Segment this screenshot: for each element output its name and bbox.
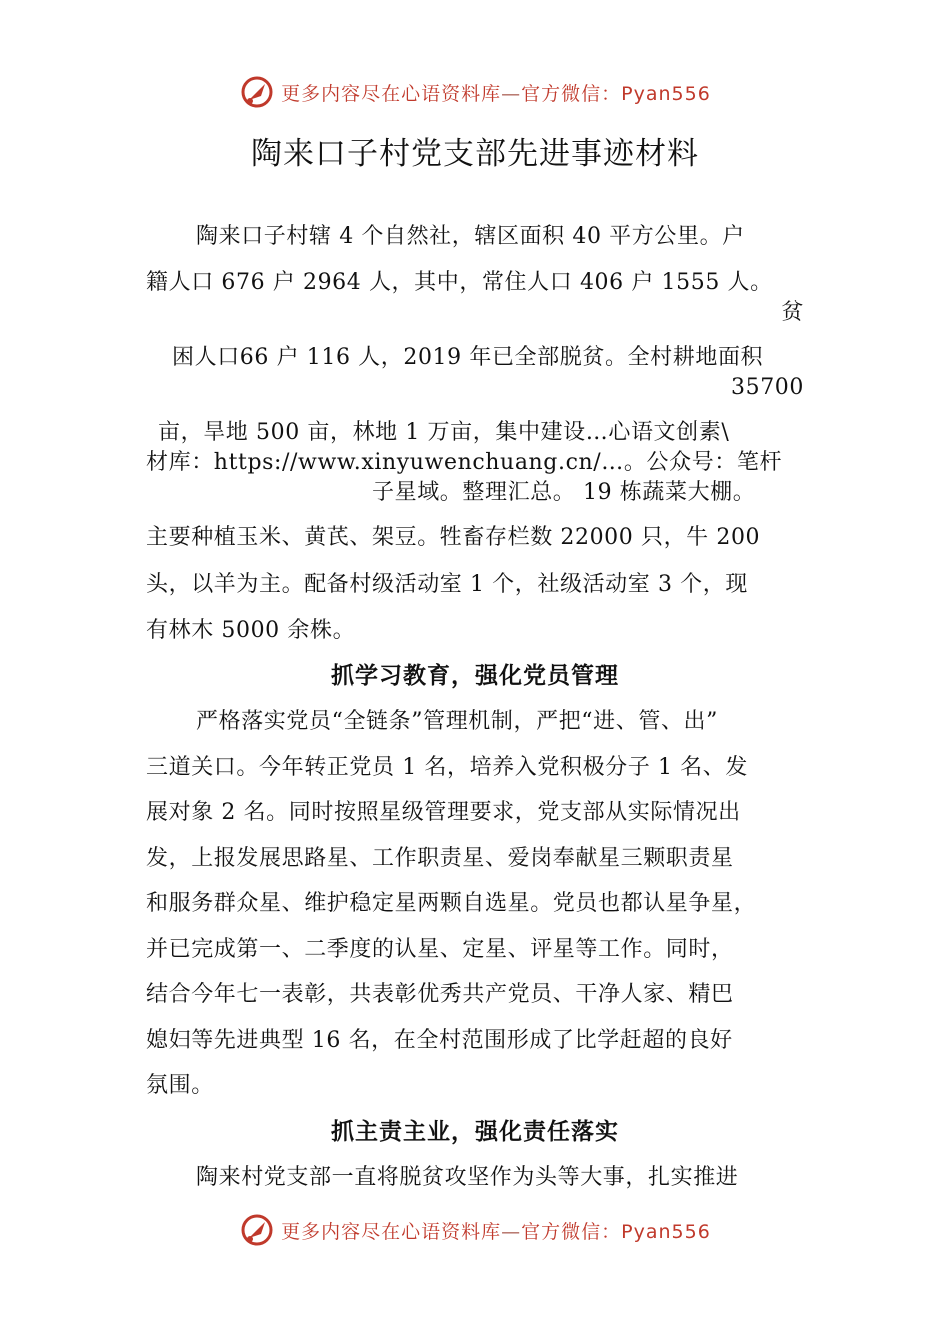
paragraph-line: 和服务群众星、维护稳定星两颗自选星。党员也都认星争星，: [146, 891, 757, 916]
paragraph-line: 严格落实党员“全链条”管理机制，严把“进、管、出”: [196, 709, 718, 734]
section-heading: 抓主责主业，强化责任落实: [331, 1119, 619, 1145]
paragraph-line: 陶来口子村辖 4 个自然社，辖区面积 40 平方公里。户: [196, 224, 745, 249]
paragraph-line: 困人口66 户 116 人，2019 年已全部脱贫。全村耕地面积: [172, 345, 764, 370]
paragraph-line: 并已完成第一、二季度的认星、定星、评星等工作。同时，: [146, 937, 734, 962]
paragraph-line: 媳妇等先进典型 16 名，在全村范围形成了比学赶超的良好: [146, 1028, 733, 1053]
paragraph-line: 亩，旱地 500 亩，林地 1 万亩，集中建设…心语文创素\: [158, 420, 730, 445]
paragraph-line: 三道关口。今年转正党员 1 名，培养入党积极分子 1 名、发: [146, 755, 748, 780]
document-title: 陶来口子村党支部先进事迹材料: [251, 136, 699, 172]
section-heading: 抓学习教育，强化党员管理: [331, 663, 619, 689]
paragraph-line: 头，以羊为主。配备村级活动室 1 个，社级活动室 3 个，现: [146, 572, 748, 597]
paragraph-line: 结合今年七一表彰，共表彰优秀共产党员、干净人家、精巴: [146, 982, 734, 1007]
banner-text: 更多内容尽在心语资料库—官方微信：Pyan556: [281, 1220, 711, 1243]
quill-logo-icon: [239, 74, 275, 110]
paragraph-line: 子星域。整理汇总。 19 栋蔬菜大棚。: [372, 480, 756, 505]
paragraph-line: 有林木 5000 余株。: [146, 618, 356, 643]
header-banner: [0, 72, 950, 112]
paragraph-line: 展对象 2 名。同时按照星级管理要求，党支部从实际情况出: [146, 800, 741, 825]
paragraph-line: 陶来村党支部一直将脱贫攻坚作为头等大事，扎实推进: [196, 1165, 739, 1190]
paragraph-line: 发，上报发展思路星、工作职责星、爱岗奉献星三颗职责星: [146, 846, 734, 871]
banner-text: 更多内容尽在心语资料库—官方微信：Pyan556: [281, 82, 711, 105]
quill-logo-icon: [239, 1212, 275, 1248]
paragraph-line: 35700: [731, 375, 804, 400]
paragraph-line: 籍人口 676 户 2964 人，其中，常住人口 406 户 1555 人。: [146, 270, 773, 295]
paragraph-line: 贫: [781, 300, 804, 325]
footer-banner: [0, 1210, 950, 1250]
paragraph-line: 主要种植玉米、黄芪、架豆。牲畜存栏数 22000 只，牛 200: [146, 525, 761, 550]
paragraph-line: 氛围。: [146, 1073, 214, 1098]
paragraph-line: 材库：https://www.xinyuwenchuang.cn/…。公众号：笔杆: [146, 450, 783, 475]
